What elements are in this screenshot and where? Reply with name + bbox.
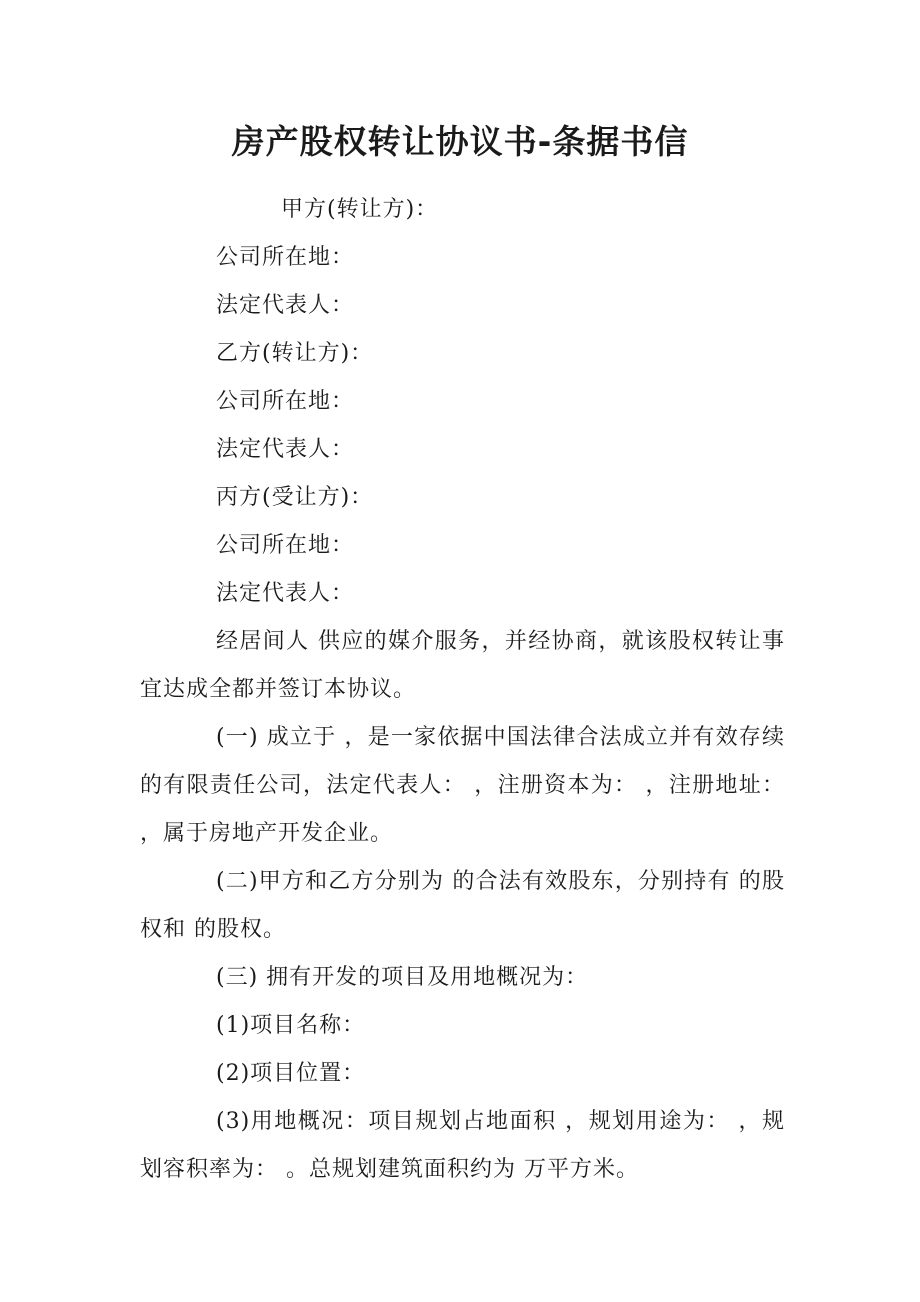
clause-2-paragraph: (二)甲方和乙方分别为 的合法有效股东，分别持有 的股权和 的股权。 [140, 869, 785, 942]
clause-1-paragraph: (一) 成立于 ，是一家依据中国法律合法成立并有效存续的有限责任公司，法定代表人： ，注册资本为： ，注册地址： ，属于房地产开发企业。 [140, 725, 785, 846]
item-1-project-name: (1)项目名称： [216, 1013, 366, 1038]
party-b-heading: 乙方(转让方)： [216, 341, 374, 366]
party-a-address-label: 公司所在地： [216, 245, 355, 270]
clause-3-paragraph: (三) 拥有开发的项目及用地概况为： [216, 965, 589, 990]
party-b-rep-label: 法定代表人： [216, 437, 355, 462]
party-c-rep-label: 法定代表人： [216, 581, 355, 606]
document-title: 房产股权转让协议书-条据书信 [231, 122, 689, 161]
intro-paragraph: 经居间人 供应的媒介服务，并经协商，就该股权转让事宜达成全都并签订本协议。 [140, 629, 785, 702]
document-body [140, 186, 785, 1194]
party-a-rep-label: 法定代表人： [216, 293, 355, 318]
item-2-project-location: (2)项目位置： [216, 1061, 366, 1086]
party-a-heading: 甲方(转让方)： [281, 197, 439, 222]
party-c-address-label: 公司所在地： [216, 533, 355, 558]
party-b-address-label: 公司所在地： [216, 389, 355, 414]
item-3-land-overview: (3)用地概况：项目规划占地面积 ，规划用途为： ，规划容积率为： 。总规划建筑面积约为 万平方米。 [140, 1109, 785, 1182]
party-c-heading: 丙方(受让方)： [216, 485, 374, 510]
